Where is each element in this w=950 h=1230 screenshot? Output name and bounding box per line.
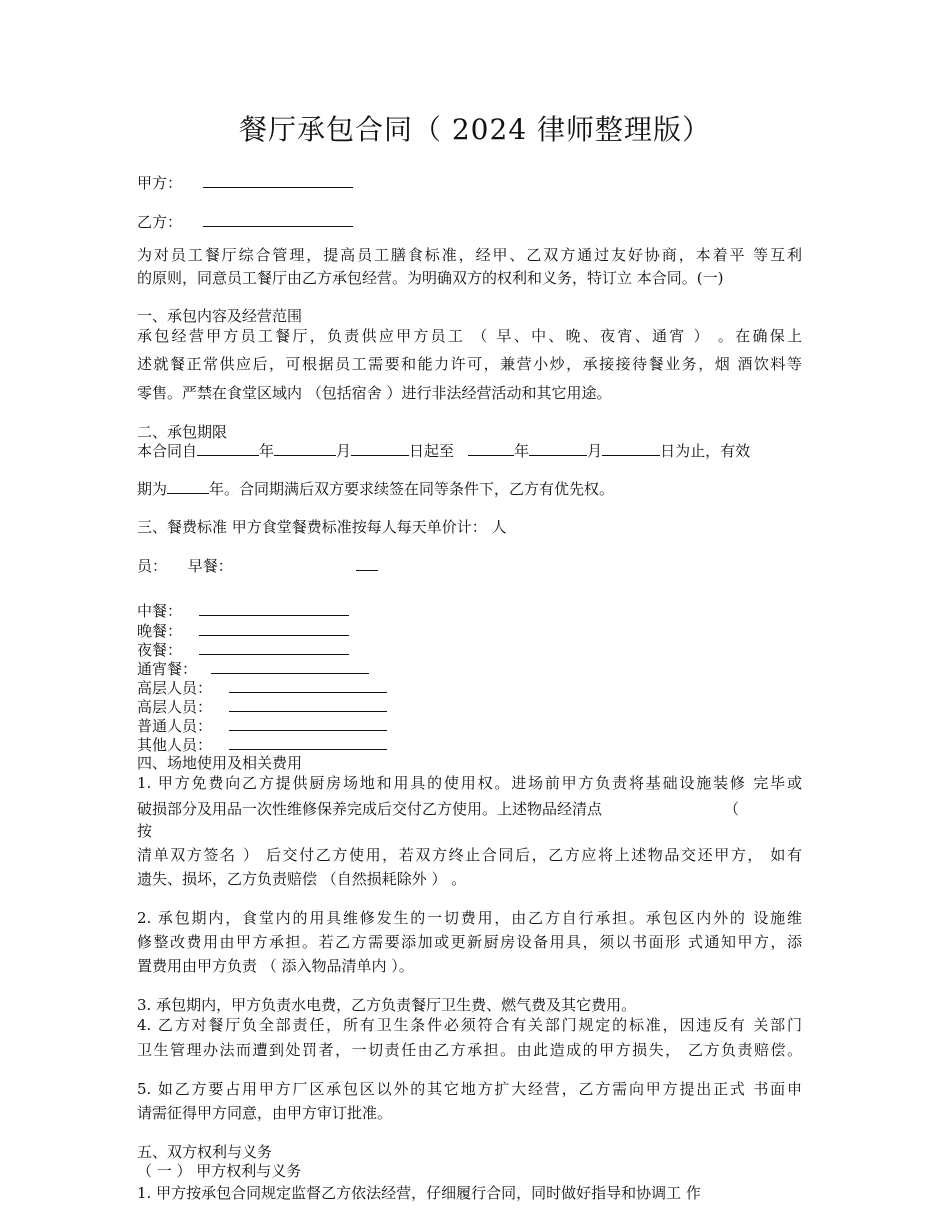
party-b-blank — [203, 211, 353, 227]
party-a-line — [137, 172, 353, 193]
section-1-line-1: 承包经营甲方员工餐厅，负责供应甲方员工 （ 早、中、晚、夜宵、通宵 ） 。在确保上 — [137, 327, 802, 345]
other-staff-label: 其他人员： — [137, 736, 213, 754]
section-1-line-2: 述就餐正常供应后，可根据员工需要和能力许可，兼营小炒，承接接待餐业务，烟 酒饮料等 — [137, 355, 802, 373]
start-month-blank — [274, 440, 336, 456]
section-2-heading: 二、承包期限 — [137, 423, 228, 441]
senior-staff-blank — [229, 696, 387, 712]
clause-4-5-line-2: 请需征得甲方同意，由甲方审订批准。 — [137, 1104, 393, 1122]
overnight-meal-label: 通宵餐： — [137, 660, 198, 678]
other-staff-blank — [229, 734, 387, 750]
end-day-blank — [602, 440, 660, 456]
validity-years-blank — [167, 478, 209, 494]
party-b-label: 乙方： — [137, 213, 183, 231]
document-title: 餐厅承包合同（ 2024 律师整理版） — [238, 113, 712, 146]
intro-line-1: 为对员工餐厅综合管理，提高员工膳食标准，经甲、乙双方通过友好协商，本着平 等互利 — [137, 246, 802, 264]
breakfast-blank — [356, 555, 378, 571]
day-from-label: 日起至 — [409, 442, 455, 460]
section-4-heading: 四、场地使用及相关费用 — [137, 754, 303, 772]
validity-text: 年。合同期满后双方要求续签在同等条件下，乙方有优先权。 — [209, 480, 615, 498]
party-b-line — [137, 211, 353, 232]
section-5-heading: 五、双方权利与义务 — [137, 1143, 273, 1161]
party-a-label: 甲方： — [137, 174, 183, 192]
night-meal-label: 夜餐： — [137, 641, 183, 659]
section-1-heading: 一、承包内容及经营范围 — [137, 307, 303, 325]
staff-label: 员： — [137, 557, 168, 575]
clause-4-3: 3. 承包期内，甲方负责水电费，乙方负责餐厅卫生费、燃气费及其它费用。 — [137, 996, 637, 1014]
overnight-meal-blank — [211, 658, 369, 674]
senior-staff-label: 高层人员： — [137, 679, 213, 697]
clause-4-2-line-1: 2. 承包期内，食堂内的用具维修发生的一切费用，由乙方自行承担。承包区内外的 设施维 — [137, 909, 802, 927]
clause-4-2-line-3: 置费用由甲方负责 （ 添入物品清单内 ）。 — [137, 957, 414, 975]
term-from-label: 本合同自 — [137, 442, 198, 460]
lunch-line — [137, 600, 349, 621]
section-5-subheading: （ 一 ） 甲方权利与义务 — [137, 1162, 302, 1180]
clause-4-1-line-5: 遗失、损坏，乙方负责赔偿 （自然损耗除外 ） 。 — [137, 870, 467, 888]
clause-4-1-text: 破损部分及用品一次性维修保养完成后交付乙方使用。上述物品经清点 — [137, 800, 603, 818]
clause-4-5-line-1: 5. 如乙方要占用甲方厂区承包区以外的其它地方扩大经营，乙方需向甲方提出正式 书面申 — [137, 1080, 802, 1098]
overnight-meal-line — [137, 658, 369, 679]
clause-4-1-bracket: （ — [724, 800, 740, 818]
lunch-label: 中餐： — [137, 602, 183, 620]
end-month-blank — [529, 440, 587, 456]
breakfast-line — [137, 555, 378, 576]
section-1-line-3: 零售。严禁在食堂区域内 （包括宿舍 ）进行非法经营活动和其它用途。 — [137, 384, 612, 402]
senior-staff-line-1 — [137, 677, 387, 698]
validity-label: 期为 — [137, 480, 168, 498]
clause-4-1-line-2 — [137, 799, 739, 819]
year-label: 年 — [259, 442, 275, 460]
clause-5-1-line-1: 1. 甲方按承包合同规定监督乙方依法经营，仔细履行合同，同时做好指导和协调工 作 — [137, 1184, 701, 1202]
clause-4-4-line-2: 卫生管理办法而遭到处罚者，一切责任由乙方承担。由此造成的甲方损失， 乙方负责赔偿。 — [137, 1041, 802, 1059]
lunch-blank — [199, 600, 349, 616]
ordinary-staff-line — [137, 715, 387, 736]
dinner-blank — [199, 620, 349, 636]
senior-staff-label: 高层人员： — [137, 698, 213, 716]
breakfast-label: 早餐： — [187, 557, 233, 575]
clause-4-1-line-4: 清单双方签名 ） 后交付乙方使用，若双方终止合同后，乙方应将上述物品交还甲方， 如有 — [137, 846, 802, 864]
clause-4-1-line-3: 按 — [137, 822, 153, 840]
clause-4-2-line-2: 修整改费用由甲方承担。若乙方需要添加或更新厨房设备用具，须以书面形 式通知甲方，添 — [137, 933, 802, 951]
clause-4-1-line-1: 1. 甲方免费向乙方提供厨房场地和用具的使用权。进场前甲方负责将基础设施装修 完毕或 — [137, 774, 802, 792]
night-meal-blank — [199, 639, 349, 655]
dinner-line — [137, 620, 349, 641]
start-year-blank — [197, 440, 259, 456]
section-3-heading: 三、餐费标准 甲方食堂餐费标准按每人每天单价计： 人 — [137, 518, 507, 536]
night-meal-line — [137, 639, 349, 660]
other-staff-line — [137, 734, 387, 755]
party-a-blank — [203, 172, 353, 188]
end-year-label: 年 — [514, 442, 530, 460]
ordinary-staff-blank — [229, 715, 387, 731]
month-label: 月 — [336, 442, 352, 460]
end-month-label: 月 — [587, 442, 603, 460]
clause-4-4-line-1: 4. 乙方对餐厅负全部责任，所有卫生条件必须符合有关部门规定的标准，因违反有 关部门 — [137, 1016, 802, 1034]
start-day-blank — [351, 440, 409, 456]
senior-staff-blank — [229, 677, 387, 693]
ordinary-staff-label: 普通人员： — [137, 717, 213, 735]
end-day-label: 日为止，有效 — [660, 442, 751, 460]
intro-line-2: 的原则，同意员工餐厅由乙方承包经营。为明确双方的权利和义务，特订立 本合同。(一) — [137, 269, 724, 287]
validity-line — [137, 478, 614, 499]
end-year-blank — [468, 440, 514, 456]
senior-staff-line-2 — [137, 696, 387, 717]
dinner-label: 晚餐： — [137, 622, 183, 640]
term-dates-line — [137, 440, 750, 461]
